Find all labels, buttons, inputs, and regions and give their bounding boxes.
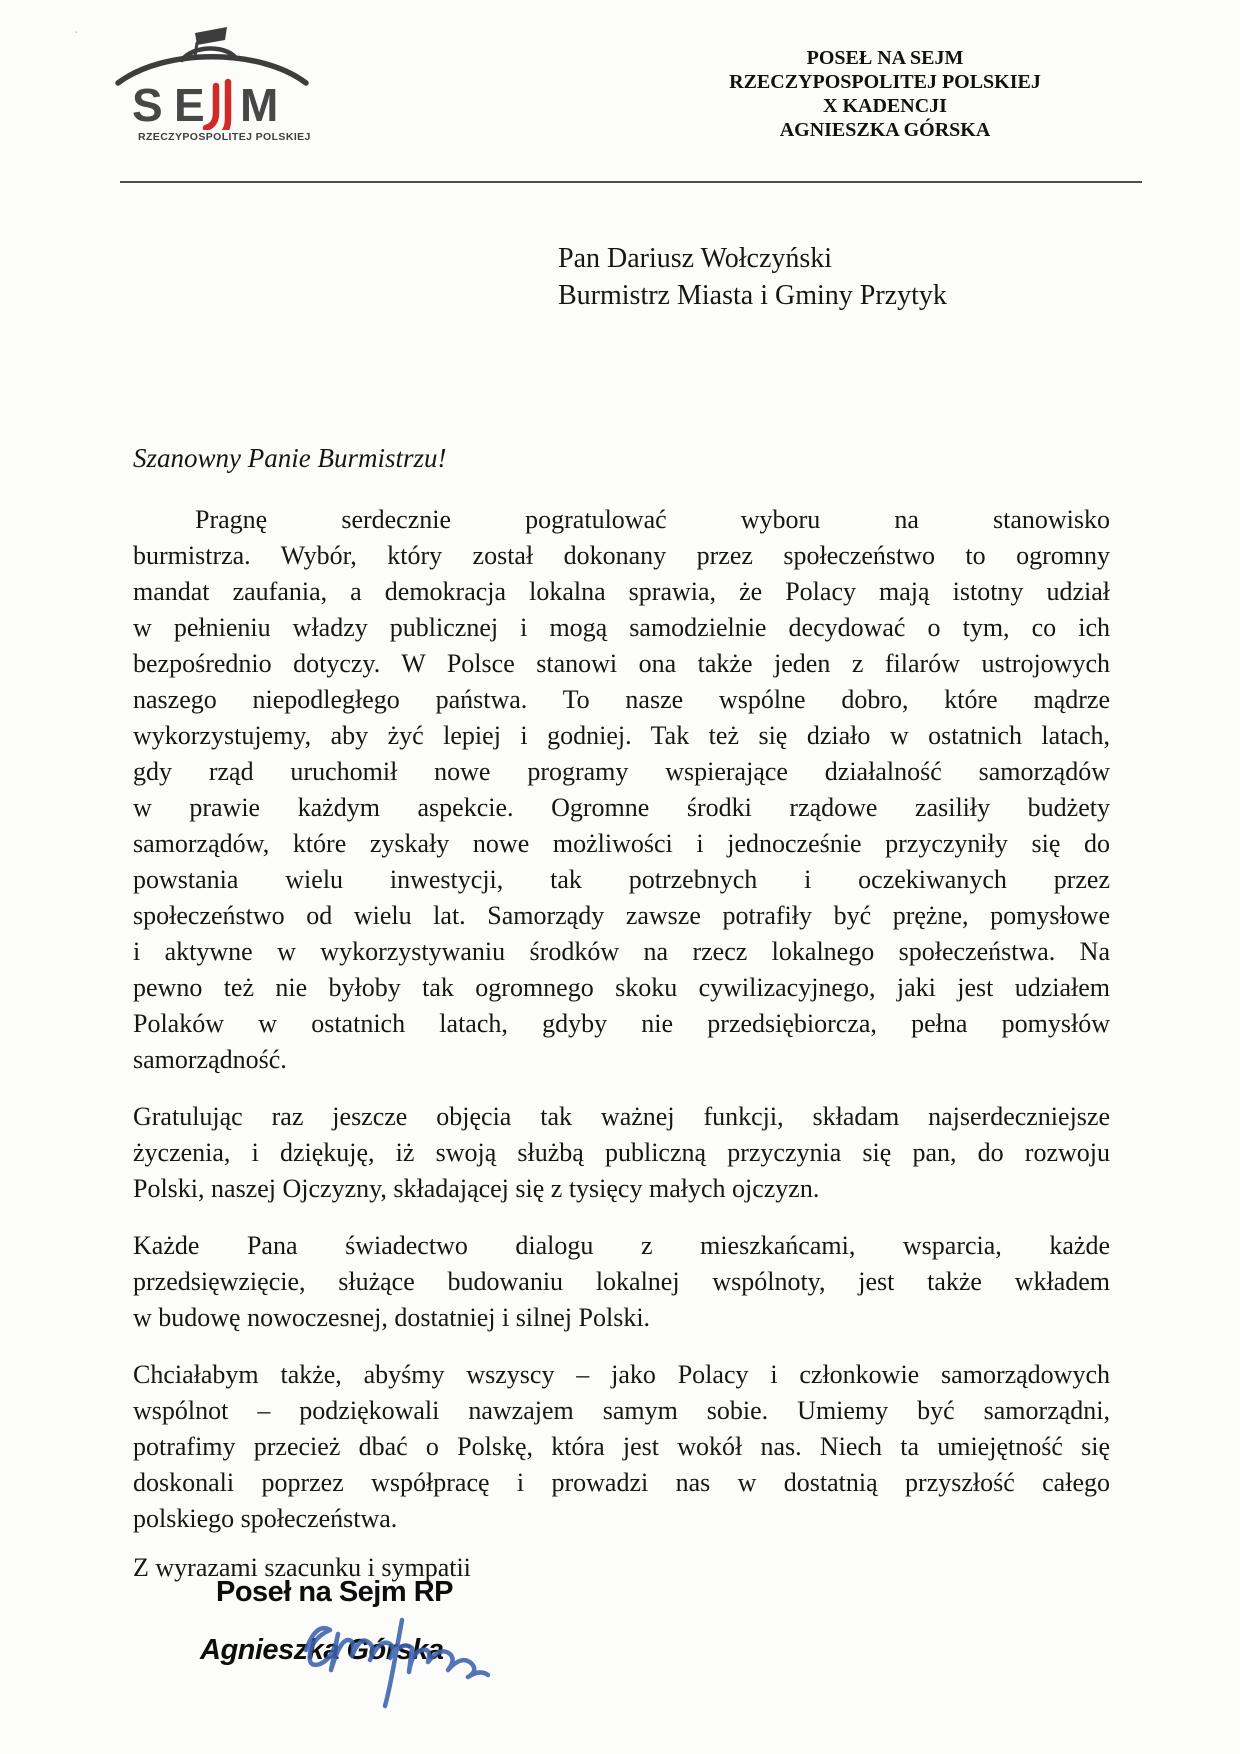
logo-letter-s: S — [132, 79, 163, 130]
logo-letter-j-red — [206, 86, 216, 128]
scan-artifact: · — [74, 26, 79, 41]
body-line: powstania wielu inwestycji, tak potrzebnych i oczekiwanych przez — [133, 865, 1110, 894]
body-line: burmistrza. Wybór, który został dokonany przez społeczeństwo to ogromny — [133, 541, 1110, 570]
body-line: gdy rząd uruchomił nowe programy wspierające działalność samorządów — [133, 757, 1110, 786]
body-line: społeczeństwo od wielu lat. Samorządy zawsze potrafiły być prężne, pomysłowe — [133, 901, 1110, 930]
body-line: i aktywne w wykorzystywaniu środków na rzecz lokalnego społeczeństwa. Na — [133, 937, 1110, 966]
sejm-logo — [112, 26, 322, 143]
body-line: potrafimy przecież dbać o Polskę, która jest wokół nas. Niech ta umiejętność się — [133, 1432, 1110, 1461]
body-line: naszego niepodległego państwa. To nasze wspólne dobro, które mądrze — [133, 685, 1110, 714]
body-line: w budowę nowoczesnej, dostatniej i silnej Polski. — [133, 1303, 651, 1332]
body-line: doskonali poprzez współpracę i prowadzi nas w dostatnią przyszłość całego — [133, 1468, 1110, 1497]
sender-line: RZECZYPOSPOLITEJ POLSKIEJ — [729, 71, 1041, 93]
sender-line: POSEŁ NA SEJM — [806, 47, 964, 69]
closing-line: Z wyrazami szacunku i sympatii — [133, 1553, 471, 1582]
signature-name-stamp: Agnieszka Górska — [200, 1634, 444, 1666]
logo-letter-m: M — [240, 79, 279, 130]
sender-line: AGNIESZKA GÓRSKA — [779, 119, 991, 141]
sender-block — [680, 46, 1090, 142]
body-line: wykorzystujemy, aby żyć lepiej i godniej. Tak też się działo w ostatnich latach, — [133, 721, 1110, 750]
signature-block — [200, 1576, 630, 1726]
salutation: Szanowny Panie Burmistrzu! — [133, 443, 447, 473]
paragraph — [133, 502, 1110, 1078]
logo-letter-e: E — [174, 79, 205, 130]
recipient-block — [558, 240, 947, 314]
body-line: pewno też nie byłoby tak ogromnego skoku cywilizacyjnego, jaki jest udziałem — [133, 973, 1110, 1002]
body-line: Pragnę serdecznie pogratulować wyboru na stanowisko — [195, 505, 1110, 534]
body-line: mandat zaufania, a demokracja lokalna sprawia, że Polacy mają istotny udział — [133, 577, 1110, 606]
recipient-name: Pan Dariusz Wołczyński — [558, 243, 833, 274]
body-line: Polaków w ostatnich latach, gdyby nie przedsiębiorcza, pełna pomysłów — [133, 1009, 1110, 1038]
body-line: samorządność. — [133, 1045, 287, 1074]
sejm-dome-icon — [112, 26, 312, 130]
signature-ink-scribble — [290, 1586, 540, 1711]
recipient-title: Burmistrz Miasta i Gminy Przytyk — [558, 280, 947, 311]
body-line: samorządów, które zyskały nowe możliwości i jednocześnie przyczyniły się do — [133, 829, 1110, 858]
body-line: przedsięwzięcie, służące budowaniu lokalnej wspólnoty, jest także wkładem — [133, 1267, 1110, 1296]
letter-body-wrap — [133, 440, 1110, 1586]
paragraph — [133, 1099, 1110, 1207]
body-line: Polski, naszej Ojczyzny, składającej się z tysięcy małych ojczyzn. — [133, 1174, 820, 1203]
body-line: Gratulując raz jeszcze objęcia tak ważnej funkcji, składam najserdeczniejsze — [133, 1102, 1110, 1131]
body-line: polskiego społeczeństwa. — [133, 1504, 398, 1533]
paragraph — [133, 1228, 1110, 1336]
signature-title-stamp: Poseł na Sejm RP — [216, 1576, 453, 1608]
body-line: w pełnieniu władzy publicznej i mogą samodzielnie decydować o tym, co ich — [133, 613, 1110, 642]
body-line: bezpośrednio dotyczy. W Polsce stanowi ona także jeden z filarów ustrojowych — [133, 649, 1110, 678]
letter-body — [133, 502, 1110, 1537]
logo-subtitle: RZECZYPOSPOLITEJ POLSKIEJ — [138, 131, 311, 143]
body-line: Każde Pana świadectwo dialogu z mieszkańcami, wsparcia, każde — [133, 1231, 1110, 1260]
body-line: wspólnot – podziękowali nawzajem samym sobie. Umiemy być samorządni, — [133, 1396, 1110, 1425]
paragraph — [133, 1357, 1110, 1537]
body-line: w prawie każdym aspekcie. Ogromne środki rządowe zasiliły budżety — [133, 793, 1110, 822]
body-line: Chciałabym także, abyśmy wszyscy – jako Polacy i członkowie samorządowych — [133, 1360, 1110, 1389]
body-line: życzenia, i dziękuję, iż swoją służbą publiczną przyczynia się pan, do rozwoju — [133, 1138, 1110, 1167]
header-divider — [120, 181, 1142, 183]
sender-line: X KADENCJI — [823, 95, 947, 117]
